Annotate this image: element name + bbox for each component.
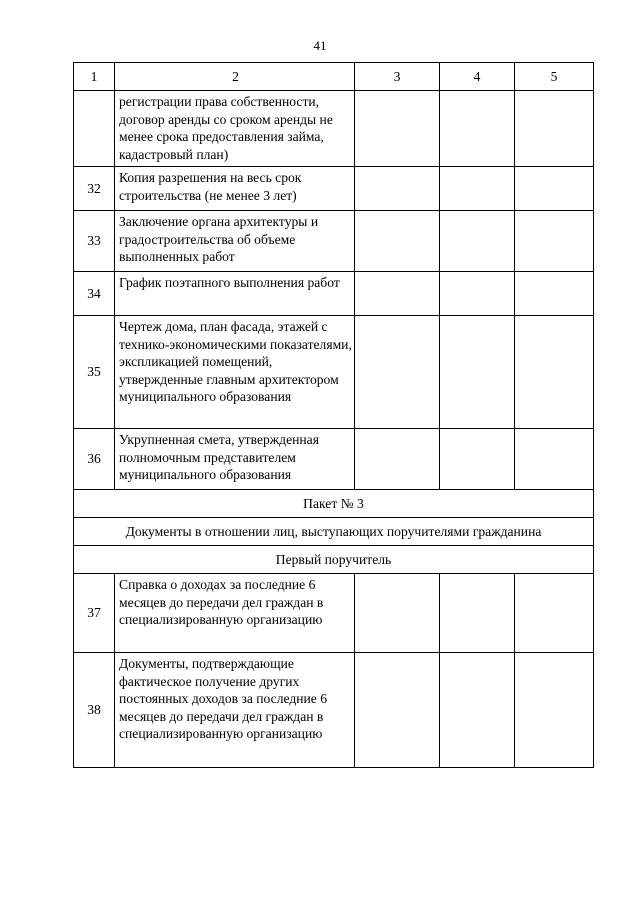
row-cell-3 bbox=[355, 653, 440, 768]
row-description-text: Справка о доходах за последние 6 месяцев до передачи дел граждан в специализированную организацию bbox=[119, 577, 324, 628]
row-cell-5 bbox=[515, 91, 594, 167]
row-description bbox=[115, 429, 355, 490]
row-description bbox=[115, 91, 355, 167]
first-guarantor-heading: Первый поручитель bbox=[74, 546, 594, 574]
row-description bbox=[115, 653, 355, 768]
row-cell-4 bbox=[440, 574, 515, 653]
row-cell-5 bbox=[515, 429, 594, 490]
column-header-2: 2 bbox=[115, 63, 355, 91]
row-description-text: Заключение органа архитектуры и градостроительства об объеме выполненных работ bbox=[119, 214, 319, 265]
row-cell-5 bbox=[515, 211, 594, 272]
row-description bbox=[115, 316, 355, 429]
row-number: 32 bbox=[74, 167, 115, 211]
row-description-text: регистрации права собственности, договор аренды со сроком аренды не менее срока предоставления займа, кадастровый план) bbox=[119, 94, 333, 162]
documents-table bbox=[73, 62, 594, 768]
documents-heading: Документы в отношении лиц, выступающих поручителями гражданина bbox=[74, 518, 594, 546]
table-row bbox=[74, 653, 594, 768]
row-cell-4 bbox=[440, 272, 515, 316]
row-cell-3 bbox=[355, 91, 440, 167]
row-cell-4 bbox=[440, 211, 515, 272]
page-number: 41 bbox=[313, 38, 327, 53]
row-cell-5 bbox=[515, 574, 594, 653]
table-row bbox=[74, 574, 594, 653]
table-header-row bbox=[74, 63, 594, 91]
row-description bbox=[115, 272, 355, 316]
row-cell-4 bbox=[440, 316, 515, 429]
row-cell-3 bbox=[355, 574, 440, 653]
row-description-text: Документы, подтверждающие фактическое получение других постоянных доходов за последние 6 месяцев до передачи дел граждан в специализированную организацию bbox=[119, 656, 328, 742]
table-row bbox=[74, 91, 594, 167]
row-cell-4 bbox=[440, 653, 515, 768]
column-header-5: 5 bbox=[515, 63, 594, 91]
packet-heading: Пакет № 3 bbox=[74, 490, 594, 518]
row-description-text: Укрупненная смета, утвержденная полномочным представителем муниципального образования bbox=[119, 432, 319, 483]
row-cell-3 bbox=[355, 211, 440, 272]
table-row bbox=[74, 272, 594, 316]
row-number bbox=[74, 91, 115, 167]
row-number: 34 bbox=[74, 272, 115, 316]
row-cell-5 bbox=[515, 167, 594, 211]
row-description bbox=[115, 211, 355, 272]
row-number: 35 bbox=[74, 316, 115, 429]
row-description bbox=[115, 167, 355, 211]
table-row bbox=[74, 316, 594, 429]
row-description-text: Копия разрешения на весь срок строительства (не менее 3 лет) bbox=[119, 170, 302, 203]
section-row-packet bbox=[74, 490, 594, 518]
column-header-4: 4 bbox=[440, 63, 515, 91]
table-row bbox=[74, 429, 594, 490]
row-cell-5 bbox=[515, 272, 594, 316]
row-cell-4 bbox=[440, 91, 515, 167]
row-cell-3 bbox=[355, 272, 440, 316]
row-cell-3 bbox=[355, 167, 440, 211]
section-row-documents bbox=[74, 518, 594, 546]
row-description-text: Чертеж дома, план фасада, этажей с технико-экономическими показателями, экспликацией помещений, утвержденные главным архитектором муниципального образования bbox=[119, 319, 352, 405]
column-header-1: 1 bbox=[74, 63, 115, 91]
row-number: 37 bbox=[74, 574, 115, 653]
table-row bbox=[74, 167, 594, 211]
row-cell-5 bbox=[515, 316, 594, 429]
row-number: 36 bbox=[74, 429, 115, 490]
row-cell-3 bbox=[355, 316, 440, 429]
row-cell-4 bbox=[440, 429, 515, 490]
row-description-text: График поэтапного выполнения работ bbox=[119, 275, 340, 290]
column-header-3: 3 bbox=[355, 63, 440, 91]
row-description bbox=[115, 574, 355, 653]
row-number: 38 bbox=[74, 653, 115, 768]
row-cell-5 bbox=[515, 653, 594, 768]
table-row bbox=[74, 211, 594, 272]
row-number: 33 bbox=[74, 211, 115, 272]
row-cell-4 bbox=[440, 167, 515, 211]
section-row-guarantor bbox=[74, 546, 594, 574]
row-cell-3 bbox=[355, 429, 440, 490]
